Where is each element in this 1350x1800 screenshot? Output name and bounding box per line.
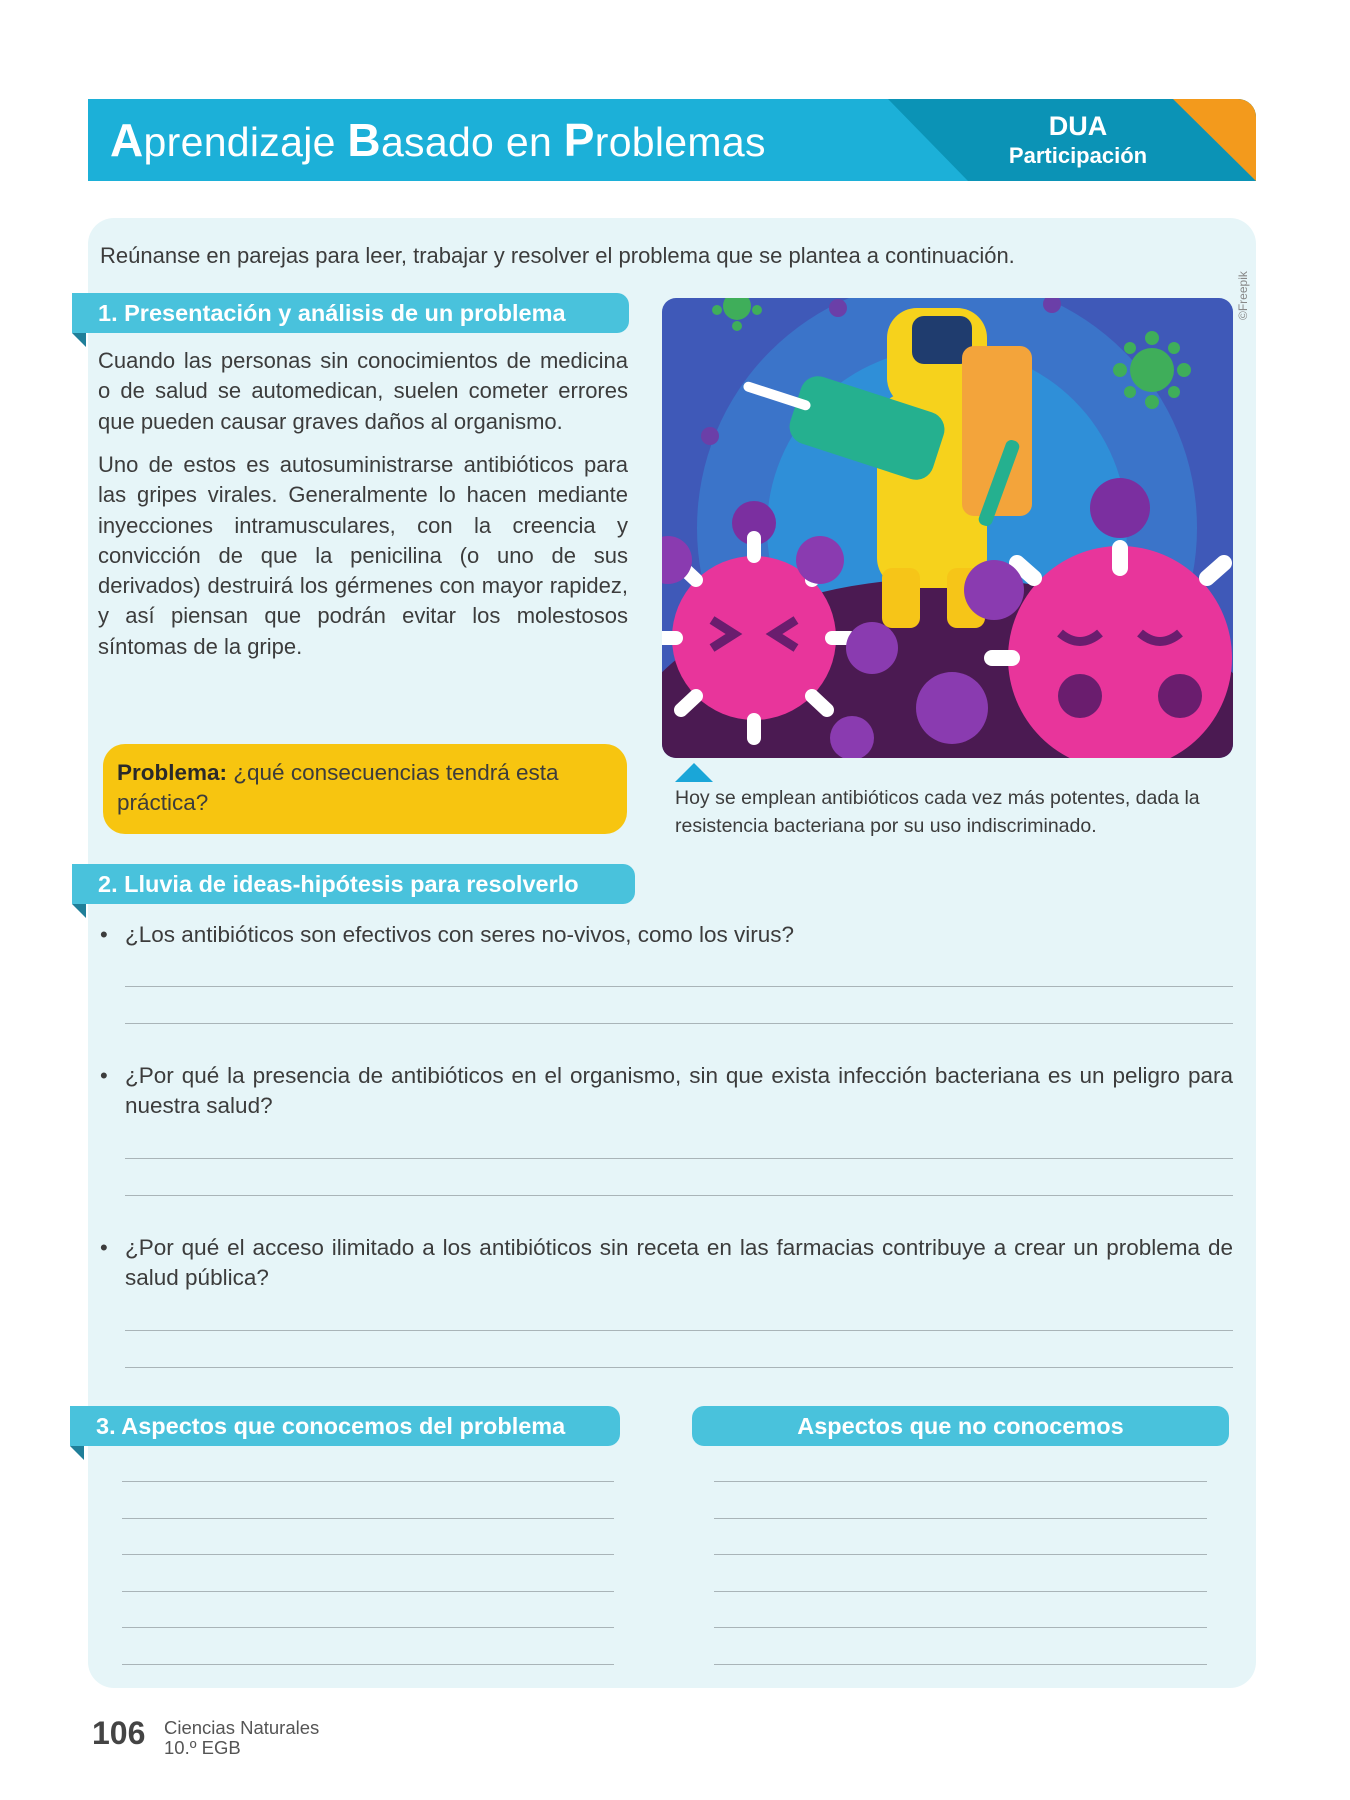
known-aspects-line[interactable]	[122, 1554, 614, 1555]
dua-category: Participación	[1008, 143, 1148, 168]
known-aspects-line[interactable]	[122, 1627, 614, 1628]
virus-illustration	[662, 298, 1233, 758]
unknown-aspects-line[interactable]	[714, 1664, 1207, 1665]
bullet: •	[100, 1235, 108, 1260]
question-text: ¿Por qué el acceso ilimitado a los antibióticos sin receta en las farmacias contribuye a crear un problema de salud pública?	[125, 1235, 1233, 1290]
unknown-aspects-line[interactable]	[714, 1627, 1207, 1628]
section-1-paragraph-2: Uno de estos es autosuministrarse antibióticos para las gripes virales. Generalmente lo hacen mediante inyecciones intramusculares, con la creencia y convicción de que la penicilina (o uno de sus derivados) destruirá los gérmenes con mayor rapidez, y así piensan que podrán evitar los molestosos síntomas de la gripe.	[98, 452, 628, 659]
footer-subject	[164, 1718, 319, 1758]
answer-line[interactable]	[125, 1330, 1233, 1331]
section-1-header	[72, 293, 629, 333]
answer-line[interactable]	[125, 986, 1233, 987]
answer-line[interactable]	[125, 1023, 1233, 1024]
page-number: 106	[92, 1715, 146, 1751]
question-1	[100, 920, 1233, 950]
grade-level: 10.º EGB	[164, 1737, 241, 1758]
problem-statement	[117, 758, 597, 818]
question-3	[100, 1233, 1233, 1293]
question-2	[100, 1061, 1233, 1121]
bullet: •	[100, 922, 108, 947]
section-1-paragraph-1: Cuando las personas sin conocimientos de medicina o de salud se automedican, suelen cometer errores que pueden causar graves daños al organismo.	[98, 348, 628, 434]
section-2-title: 2. Lluvia de ideas-hipótesis para resolverlo	[98, 871, 579, 897]
known-aspects-line[interactable]	[122, 1591, 614, 1592]
caption-marker-icon	[675, 763, 713, 782]
header-banner	[88, 99, 1256, 181]
section-1-title: 1. Presentación y análisis de un problema	[98, 300, 566, 326]
unknown-aspects-line[interactable]	[714, 1481, 1207, 1482]
problem-label: Problema:	[117, 760, 228, 785]
section-2-header	[72, 864, 635, 904]
unknown-aspects-line[interactable]	[714, 1591, 1207, 1592]
question-text: ¿Los antibióticos son efectivos con seres no-vivos, como los virus?	[125, 922, 795, 947]
unknown-aspects-line[interactable]	[714, 1518, 1207, 1519]
dua-label: DUA	[1048, 111, 1108, 141]
image-credit: ©Freepik	[1236, 271, 1250, 320]
answer-line[interactable]	[125, 1195, 1233, 1196]
unknown-aspects-header	[692, 1406, 1229, 1446]
known-aspects-line[interactable]	[122, 1518, 614, 1519]
image-caption: Hoy se emplean antibióticos cada vez más potentes, dada la resistencia bacteriana por su uso indiscriminado.	[675, 787, 1200, 837]
question-text: ¿Por qué la presencia de antibióticos en el organismo, sin que exista infección bacteriana es un peligro para nuestra salud?	[125, 1063, 1233, 1118]
unknown-aspects-line[interactable]	[714, 1554, 1207, 1555]
subject-name: Ciencias Naturales	[164, 1717, 320, 1738]
known-aspects-line[interactable]	[122, 1481, 614, 1482]
instructions: Reúnanse en parejas para leer, trabajar y resolver el problema que se plantea a continuación.	[100, 243, 1015, 268]
answer-line[interactable]	[125, 1158, 1233, 1159]
known-aspects-line[interactable]	[122, 1664, 614, 1665]
page-title: Aprendizaje Basado en Problemas	[110, 114, 766, 166]
bullet: •	[100, 1063, 108, 1088]
section-3-header	[70, 1406, 620, 1446]
problem-question: ¿qué consecuencias tendrá esta práctica?	[117, 760, 559, 815]
unknown-aspects-title: Aspectos que no conocemos	[797, 1413, 1124, 1439]
section-3-title: 3. Aspectos que conocemos del problema	[96, 1413, 566, 1439]
answer-line[interactable]	[125, 1367, 1233, 1368]
